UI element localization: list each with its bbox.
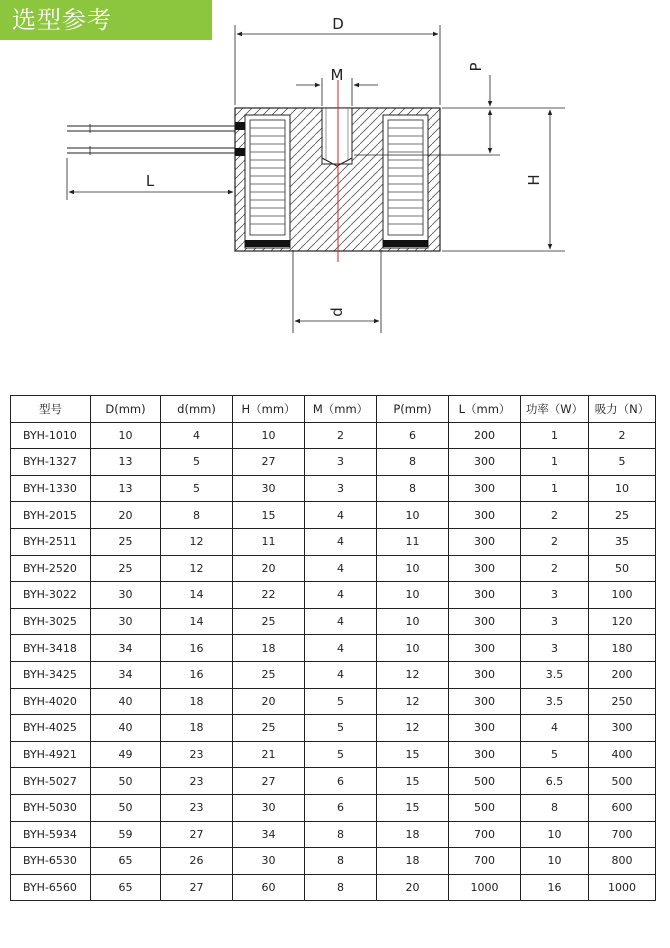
table-cell: 300 — [449, 449, 521, 476]
table-cell: 18 — [233, 635, 305, 662]
table-cell: 1 — [521, 422, 589, 449]
table-cell: 30 — [91, 582, 161, 609]
table-cell: 5 — [305, 741, 377, 768]
table-cell: 500 — [449, 768, 521, 795]
table-cell: 100 — [589, 582, 656, 609]
table-row — [11, 874, 656, 901]
model-cell: BYH-3022 — [11, 582, 91, 609]
column-header: d(mm) — [161, 396, 233, 423]
table-cell: 20 — [91, 502, 161, 529]
table-cell: 25 — [91, 528, 161, 555]
table-cell: 3.5 — [521, 688, 589, 715]
table-cell: 3 — [305, 475, 377, 502]
table-cell: 30 — [91, 608, 161, 635]
model-cell: BYH-3418 — [11, 635, 91, 662]
table-cell: 15 — [377, 794, 449, 821]
column-header: 吸力（N） — [589, 396, 656, 423]
table-cell: 11 — [377, 528, 449, 555]
table-cell: 300 — [449, 502, 521, 529]
table-cell: 8 — [377, 475, 449, 502]
table-cell: 10 — [91, 422, 161, 449]
table-row — [11, 741, 656, 768]
dimension-d-inner — [293, 250, 381, 333]
table-cell: 49 — [91, 741, 161, 768]
table-cell: 13 — [91, 449, 161, 476]
left-coil — [245, 120, 290, 247]
table-cell: 200 — [449, 422, 521, 449]
table-cell: 40 — [91, 715, 161, 742]
table-cell: 27 — [161, 874, 233, 901]
table-cell: 4 — [521, 715, 589, 742]
table-cell: 26 — [161, 848, 233, 875]
table-body — [11, 422, 656, 901]
table-cell: 5 — [161, 449, 233, 476]
table-cell: 18 — [377, 848, 449, 875]
table-cell: 700 — [589, 821, 656, 848]
label-D: D — [332, 15, 344, 33]
table-cell: 700 — [449, 821, 521, 848]
table-cell: 10 — [377, 635, 449, 662]
dimension-m — [296, 66, 378, 106]
table-row — [11, 635, 656, 662]
table-cell: 3 — [521, 582, 589, 609]
table-cell: 4 — [305, 582, 377, 609]
table-cell: 25 — [233, 608, 305, 635]
model-cell: BYH-5030 — [11, 794, 91, 821]
table-cell: 6 — [305, 794, 377, 821]
table-cell: 12 — [161, 528, 233, 555]
right-coil — [383, 120, 428, 247]
table-cell: 8 — [305, 821, 377, 848]
table-row — [11, 794, 656, 821]
table-cell: 25 — [233, 661, 305, 688]
table-row — [11, 661, 656, 688]
model-cell: BYH-1330 — [11, 475, 91, 502]
column-header: L（mm） — [449, 396, 521, 423]
table-cell: 10 — [377, 502, 449, 529]
label-H: H — [525, 174, 543, 186]
column-header: 功率（W） — [521, 396, 589, 423]
table-cell: 300 — [449, 528, 521, 555]
table-cell: 300 — [449, 582, 521, 609]
table-cell: 300 — [449, 555, 521, 582]
model-cell: BYH-3425 — [11, 661, 91, 688]
dimension-h — [442, 110, 565, 251]
table-cell: 300 — [449, 475, 521, 502]
lead-wires — [67, 122, 245, 156]
table-row — [11, 582, 656, 609]
model-cell: BYH-4921 — [11, 741, 91, 768]
table-cell: 34 — [91, 635, 161, 662]
column-header: M（mm） — [305, 396, 377, 423]
table-row — [11, 688, 656, 715]
model-cell: BYH-6530 — [11, 848, 91, 875]
table-cell: 18 — [377, 821, 449, 848]
table-cell: 11 — [233, 528, 305, 555]
table-cell: 12 — [161, 555, 233, 582]
table-cell: 12 — [377, 715, 449, 742]
table-cell: 1000 — [589, 874, 656, 901]
column-header: P(mm) — [377, 396, 449, 423]
table-cell: 50 — [91, 794, 161, 821]
table-cell: 18 — [161, 715, 233, 742]
table-cell: 2 — [521, 555, 589, 582]
table-cell: 5 — [589, 449, 656, 476]
table-cell: 8 — [305, 874, 377, 901]
model-cell: BYH-1327 — [11, 449, 91, 476]
electromagnet-drawing — [0, 0, 670, 380]
table-row — [11, 715, 656, 742]
table-header-row — [11, 396, 656, 423]
label-L: L — [145, 172, 155, 190]
table-cell: 2 — [589, 422, 656, 449]
table-cell: 200 — [589, 661, 656, 688]
table-cell: 16 — [161, 635, 233, 662]
table-cell: 15 — [377, 768, 449, 795]
table-cell: 3.5 — [521, 661, 589, 688]
table-cell: 3 — [521, 608, 589, 635]
table-cell: 16 — [161, 661, 233, 688]
table-cell: 5 — [521, 741, 589, 768]
label-P: P — [467, 62, 485, 72]
table-cell: 10 — [377, 555, 449, 582]
table-cell: 10 — [521, 848, 589, 875]
model-cell: BYH-4020 — [11, 688, 91, 715]
table-cell: 8 — [305, 848, 377, 875]
model-cell: BYH-2511 — [11, 528, 91, 555]
table-cell: 5 — [305, 715, 377, 742]
table-cell: 23 — [161, 768, 233, 795]
table-cell: 34 — [233, 821, 305, 848]
table-cell: 4 — [305, 608, 377, 635]
table-cell: 15 — [377, 741, 449, 768]
table-cell: 3 — [521, 635, 589, 662]
table-cell: 300 — [449, 635, 521, 662]
table-row — [11, 475, 656, 502]
table-cell: 300 — [449, 661, 521, 688]
table-cell: 21 — [233, 741, 305, 768]
table-cell: 4 — [305, 528, 377, 555]
table-cell: 25 — [233, 715, 305, 742]
table-row — [11, 768, 656, 795]
table-cell: 2 — [305, 422, 377, 449]
table-cell: 50 — [589, 555, 656, 582]
table-cell: 1 — [521, 475, 589, 502]
model-cell: BYH-2015 — [11, 502, 91, 529]
table-cell: 5 — [305, 688, 377, 715]
table-cell: 27 — [233, 449, 305, 476]
label-d: d — [328, 307, 346, 317]
table-row — [11, 848, 656, 875]
table-cell: 600 — [589, 794, 656, 821]
table-cell: 16 — [521, 874, 589, 901]
column-header: H（mm） — [233, 396, 305, 423]
table-cell: 27 — [233, 768, 305, 795]
table-cell: 400 — [589, 741, 656, 768]
table-cell: 4 — [305, 661, 377, 688]
table-row — [11, 449, 656, 476]
table-cell: 10 — [521, 821, 589, 848]
label-M: M — [330, 66, 344, 84]
table-cell: 6 — [305, 768, 377, 795]
table-cell: 120 — [589, 608, 656, 635]
table-cell: 40 — [91, 688, 161, 715]
table-cell: 300 — [589, 715, 656, 742]
table-cell: 6 — [377, 422, 449, 449]
model-cell: BYH-2520 — [11, 555, 91, 582]
model-cell: BYH-4025 — [11, 715, 91, 742]
table-cell: 18 — [161, 688, 233, 715]
table-cell: 23 — [161, 741, 233, 768]
table-cell: 300 — [449, 741, 521, 768]
table-cell: 4 — [305, 635, 377, 662]
table-cell: 2 — [521, 528, 589, 555]
table-cell: 10 — [377, 582, 449, 609]
table-cell: 1 — [521, 449, 589, 476]
table-cell: 800 — [589, 848, 656, 875]
table-cell: 8 — [377, 449, 449, 476]
table-cell: 27 — [161, 821, 233, 848]
table-cell: 20 — [233, 688, 305, 715]
table-cell: 700 — [449, 848, 521, 875]
table-cell: 50 — [91, 768, 161, 795]
table-cell: 15 — [233, 502, 305, 529]
table-cell: 34 — [91, 661, 161, 688]
table-cell: 10 — [589, 475, 656, 502]
table-cell: 300 — [449, 688, 521, 715]
table-cell: 14 — [161, 582, 233, 609]
table-cell: 8 — [521, 794, 589, 821]
table-cell: 6.5 — [521, 768, 589, 795]
table-cell: 10 — [233, 422, 305, 449]
table-row — [11, 555, 656, 582]
table-cell: 10 — [377, 608, 449, 635]
table-cell: 4 — [305, 555, 377, 582]
table-cell: 22 — [233, 582, 305, 609]
spec-table — [10, 395, 656, 901]
table-row — [11, 528, 656, 555]
table-cell: 12 — [377, 661, 449, 688]
table-cell: 23 — [161, 794, 233, 821]
table-cell: 25 — [91, 555, 161, 582]
table-cell: 20 — [233, 555, 305, 582]
table-cell: 180 — [589, 635, 656, 662]
table-cell: 300 — [449, 715, 521, 742]
model-cell: BYH-5027 — [11, 768, 91, 795]
table-cell: 65 — [91, 874, 161, 901]
model-cell: BYH-3025 — [11, 608, 91, 635]
column-header: 型号 — [11, 396, 91, 423]
table-cell: 2 — [521, 502, 589, 529]
table-cell: 12 — [377, 688, 449, 715]
table-cell: 8 — [161, 502, 233, 529]
table-cell: 4 — [161, 422, 233, 449]
table-row — [11, 608, 656, 635]
table-cell: 13 — [91, 475, 161, 502]
table-cell: 59 — [91, 821, 161, 848]
table-cell: 30 — [233, 848, 305, 875]
model-cell: BYH-1010 — [11, 422, 91, 449]
table-cell: 30 — [233, 475, 305, 502]
table-cell: 25 — [589, 502, 656, 529]
table-cell: 3 — [305, 449, 377, 476]
dimension-l — [67, 158, 233, 200]
model-cell: BYH-5934 — [11, 821, 91, 848]
table-cell: 5 — [161, 475, 233, 502]
table-row — [11, 422, 656, 449]
table-row — [11, 502, 656, 529]
column-header: D(mm) — [91, 396, 161, 423]
table-cell: 14 — [161, 608, 233, 635]
banner-title: 选型参考 — [12, 6, 112, 34]
table-cell: 35 — [589, 528, 656, 555]
table-cell: 4 — [305, 502, 377, 529]
table-cell: 65 — [91, 848, 161, 875]
table-cell: 250 — [589, 688, 656, 715]
table-cell: 1000 — [449, 874, 521, 901]
model-cell: BYH-6560 — [11, 874, 91, 901]
table-cell: 500 — [449, 794, 521, 821]
table-cell: 500 — [589, 768, 656, 795]
table-cell: 20 — [377, 874, 449, 901]
table-cell: 60 — [233, 874, 305, 901]
table-cell: 300 — [449, 608, 521, 635]
table-row — [11, 821, 656, 848]
table-cell: 30 — [233, 794, 305, 821]
